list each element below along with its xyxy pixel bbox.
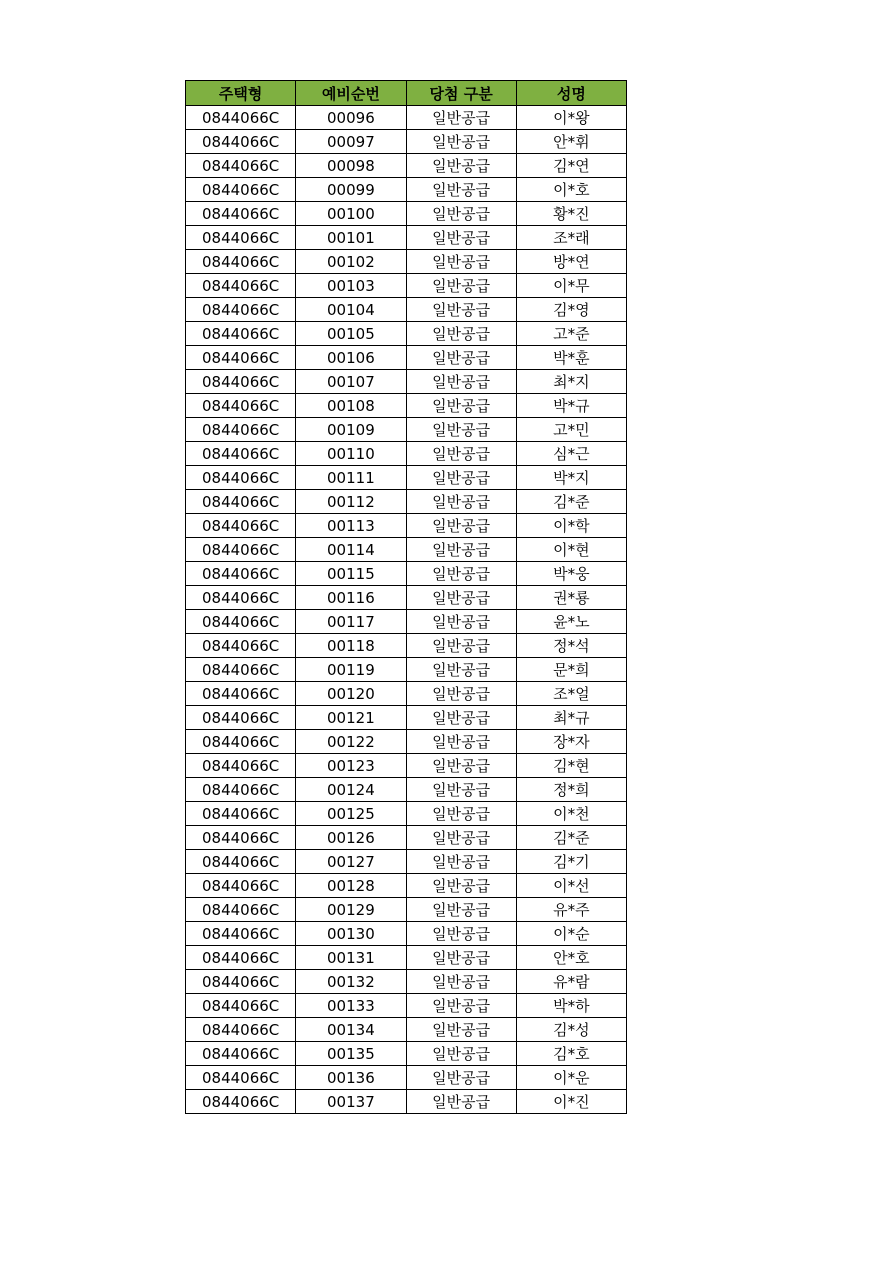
cell-name: 최*규 [516,706,626,730]
cell-housing-type: 0844066C [186,1066,296,1090]
cell-name: 심*근 [516,442,626,466]
cell-winning-category: 일반공급 [406,226,516,250]
cell-housing-type: 0844066C [186,850,296,874]
cell-name: 이*무 [516,274,626,298]
cell-housing-type: 0844066C [186,298,296,322]
cell-housing-type: 0844066C [186,922,296,946]
cell-winning-category: 일반공급 [406,802,516,826]
table-row [186,994,627,1018]
cell-housing-type: 0844066C [186,274,296,298]
cell-name: 김*현 [516,754,626,778]
cell-winning-category: 일반공급 [406,154,516,178]
cell-reserve-number: 00097 [296,130,406,154]
cell-housing-type: 0844066C [186,130,296,154]
cell-housing-type: 0844066C [186,946,296,970]
cell-reserve-number: 00129 [296,898,406,922]
cell-winning-category: 일반공급 [406,898,516,922]
cell-reserve-number: 00106 [296,346,406,370]
cell-winning-category: 일반공급 [406,490,516,514]
cell-reserve-number: 00118 [296,634,406,658]
cell-name: 조*얼 [516,682,626,706]
cell-housing-type: 0844066C [186,514,296,538]
table-row [186,850,627,874]
cell-name: 정*희 [516,778,626,802]
table-row [186,202,627,226]
cell-reserve-number: 00120 [296,682,406,706]
cell-reserve-number: 00123 [296,754,406,778]
table-row [186,706,627,730]
cell-housing-type: 0844066C [186,466,296,490]
cell-winning-category: 일반공급 [406,706,516,730]
cell-winning-category: 일반공급 [406,394,516,418]
cell-reserve-number: 00114 [296,538,406,562]
cell-reserve-number: 00110 [296,442,406,466]
table-row [186,298,627,322]
cell-housing-type: 0844066C [186,754,296,778]
cell-winning-category: 일반공급 [406,754,516,778]
cell-housing-type: 0844066C [186,874,296,898]
cell-winning-category: 일반공급 [406,682,516,706]
cell-housing-type: 0844066C [186,706,296,730]
cell-name: 장*자 [516,730,626,754]
cell-housing-type: 0844066C [186,730,296,754]
table-row [186,730,627,754]
table-row [186,346,627,370]
table-row [186,226,627,250]
cell-reserve-number: 00112 [296,490,406,514]
cell-reserve-number: 00107 [296,370,406,394]
cell-name: 김*영 [516,298,626,322]
cell-housing-type: 0844066C [186,1090,296,1114]
cell-housing-type: 0844066C [186,322,296,346]
table-row [186,130,627,154]
cell-reserve-number: 00113 [296,514,406,538]
cell-winning-category: 일반공급 [406,922,516,946]
cell-housing-type: 0844066C [186,178,296,202]
cell-winning-category: 일반공급 [406,106,516,130]
cell-winning-category: 일반공급 [406,826,516,850]
cell-housing-type: 0844066C [186,346,296,370]
cell-reserve-number: 00124 [296,778,406,802]
cell-name: 김*기 [516,850,626,874]
cell-name: 고*민 [516,418,626,442]
cell-reserve-number: 00116 [296,586,406,610]
cell-name: 안*휘 [516,130,626,154]
cell-name: 이*학 [516,514,626,538]
cell-winning-category: 일반공급 [406,850,516,874]
cell-winning-category: 일반공급 [406,250,516,274]
cell-reserve-number: 00134 [296,1018,406,1042]
table-row [186,970,627,994]
cell-winning-category: 일반공급 [406,514,516,538]
cell-housing-type: 0844066C [186,826,296,850]
cell-reserve-number: 00102 [296,250,406,274]
cell-winning-category: 일반공급 [406,1090,516,1114]
table-row [186,394,627,418]
cell-winning-category: 일반공급 [406,610,516,634]
cell-winning-category: 일반공급 [406,370,516,394]
cell-name: 박*지 [516,466,626,490]
table-row [186,922,627,946]
table-row [186,1066,627,1090]
table-header-row [186,81,627,106]
table-row [186,442,627,466]
cell-winning-category: 일반공급 [406,874,516,898]
cell-name: 권*룡 [516,586,626,610]
cell-winning-category: 일반공급 [406,538,516,562]
cell-name: 유*람 [516,970,626,994]
cell-name: 유*주 [516,898,626,922]
cell-name: 이*왕 [516,106,626,130]
cell-reserve-number: 00137 [296,1090,406,1114]
table-row [186,562,627,586]
header-reserve-number: 예비순번 [296,81,406,106]
table-row [186,946,627,970]
cell-winning-category: 일반공급 [406,730,516,754]
header-name: 성명 [516,81,626,106]
cell-name: 윤*노 [516,610,626,634]
cell-name: 조*래 [516,226,626,250]
cell-housing-type: 0844066C [186,658,296,682]
table-row [186,754,627,778]
cell-name: 안*호 [516,946,626,970]
table-row [186,826,627,850]
cell-winning-category: 일반공급 [406,946,516,970]
table-row [186,898,627,922]
cell-name: 문*희 [516,658,626,682]
cell-reserve-number: 00098 [296,154,406,178]
cell-winning-category: 일반공급 [406,994,516,1018]
cell-reserve-number: 00101 [296,226,406,250]
table-body [186,106,627,1114]
table-row [186,802,627,826]
cell-name: 김*호 [516,1042,626,1066]
table-row [186,634,627,658]
cell-winning-category: 일반공급 [406,442,516,466]
table-row [186,466,627,490]
cell-winning-category: 일반공급 [406,274,516,298]
cell-housing-type: 0844066C [186,1018,296,1042]
table-row [186,322,627,346]
cell-winning-category: 일반공급 [406,322,516,346]
cell-housing-type: 0844066C [186,538,296,562]
cell-housing-type: 0844066C [186,682,296,706]
cell-housing-type: 0844066C [186,778,296,802]
cell-housing-type: 0844066C [186,1042,296,1066]
cell-name: 박*훈 [516,346,626,370]
table-row [186,514,627,538]
table-row [186,658,627,682]
cell-winning-category: 일반공급 [406,658,516,682]
cell-name: 이*선 [516,874,626,898]
cell-housing-type: 0844066C [186,898,296,922]
cell-reserve-number: 00132 [296,970,406,994]
cell-reserve-number: 00111 [296,466,406,490]
cell-reserve-number: 00109 [296,418,406,442]
cell-name: 김*성 [516,1018,626,1042]
cell-winning-category: 일반공급 [406,562,516,586]
cell-reserve-number: 00131 [296,946,406,970]
cell-reserve-number: 00096 [296,106,406,130]
cell-name: 이*진 [516,1090,626,1114]
cell-housing-type: 0844066C [186,562,296,586]
header-winning-category: 당첨 구분 [406,81,516,106]
cell-winning-category: 일반공급 [406,130,516,154]
cell-winning-category: 일반공급 [406,1018,516,1042]
table-row [186,682,627,706]
table-row [186,874,627,898]
table-row [186,1042,627,1066]
cell-winning-category: 일반공급 [406,298,516,322]
cell-name: 최*지 [516,370,626,394]
cell-housing-type: 0844066C [186,994,296,1018]
cell-winning-category: 일반공급 [406,634,516,658]
cell-winning-category: 일반공급 [406,178,516,202]
cell-name: 박*규 [516,394,626,418]
table-row [186,274,627,298]
cell-housing-type: 0844066C [186,250,296,274]
table-row [186,418,627,442]
winners-table [185,80,627,1114]
table-row [186,106,627,130]
cell-housing-type: 0844066C [186,970,296,994]
cell-housing-type: 0844066C [186,802,296,826]
cell-housing-type: 0844066C [186,610,296,634]
cell-housing-type: 0844066C [186,634,296,658]
cell-name: 이*운 [516,1066,626,1090]
cell-winning-category: 일반공급 [406,418,516,442]
table-row [186,586,627,610]
table-row [186,178,627,202]
cell-reserve-number: 00127 [296,850,406,874]
cell-name: 박*하 [516,994,626,1018]
cell-winning-category: 일반공급 [406,1066,516,1090]
cell-name: 고*준 [516,322,626,346]
cell-name: 방*연 [516,250,626,274]
cell-reserve-number: 00126 [296,826,406,850]
cell-winning-category: 일반공급 [406,202,516,226]
table-row [186,154,627,178]
cell-reserve-number: 00135 [296,1042,406,1066]
cell-reserve-number: 00121 [296,706,406,730]
cell-housing-type: 0844066C [186,490,296,514]
cell-housing-type: 0844066C [186,226,296,250]
cell-name: 김*연 [516,154,626,178]
table-row [186,610,627,634]
table-row [186,490,627,514]
cell-reserve-number: 00128 [296,874,406,898]
table-row [186,1090,627,1114]
cell-winning-category: 일반공급 [406,586,516,610]
cell-name: 이*호 [516,178,626,202]
cell-housing-type: 0844066C [186,442,296,466]
cell-reserve-number: 00125 [296,802,406,826]
cell-name: 이*순 [516,922,626,946]
cell-housing-type: 0844066C [186,394,296,418]
cell-reserve-number: 00104 [296,298,406,322]
cell-reserve-number: 00108 [296,394,406,418]
cell-winning-category: 일반공급 [406,346,516,370]
cell-reserve-number: 00119 [296,658,406,682]
cell-housing-type: 0844066C [186,586,296,610]
cell-reserve-number: 00122 [296,730,406,754]
cell-name: 정*석 [516,634,626,658]
table-row [186,250,627,274]
cell-name: 박*웅 [516,562,626,586]
cell-name: 이*천 [516,802,626,826]
cell-housing-type: 0844066C [186,202,296,226]
cell-name: 김*준 [516,826,626,850]
table-row [186,778,627,802]
cell-reserve-number: 00117 [296,610,406,634]
cell-reserve-number: 00136 [296,1066,406,1090]
cell-reserve-number: 00133 [296,994,406,1018]
cell-reserve-number: 00100 [296,202,406,226]
header-housing-type: 주택형 [186,81,296,106]
cell-reserve-number: 00105 [296,322,406,346]
cell-name: 김*준 [516,490,626,514]
cell-housing-type: 0844066C [186,106,296,130]
cell-housing-type: 0844066C [186,154,296,178]
table-row [186,538,627,562]
cell-winning-category: 일반공급 [406,778,516,802]
cell-housing-type: 0844066C [186,418,296,442]
cell-reserve-number: 00130 [296,922,406,946]
cell-reserve-number: 00115 [296,562,406,586]
table-row [186,1018,627,1042]
cell-winning-category: 일반공급 [406,970,516,994]
cell-winning-category: 일반공급 [406,1042,516,1066]
cell-winning-category: 일반공급 [406,466,516,490]
cell-name: 황*진 [516,202,626,226]
cell-reserve-number: 00103 [296,274,406,298]
table-row [186,370,627,394]
cell-reserve-number: 00099 [296,178,406,202]
cell-name: 이*현 [516,538,626,562]
cell-housing-type: 0844066C [186,370,296,394]
